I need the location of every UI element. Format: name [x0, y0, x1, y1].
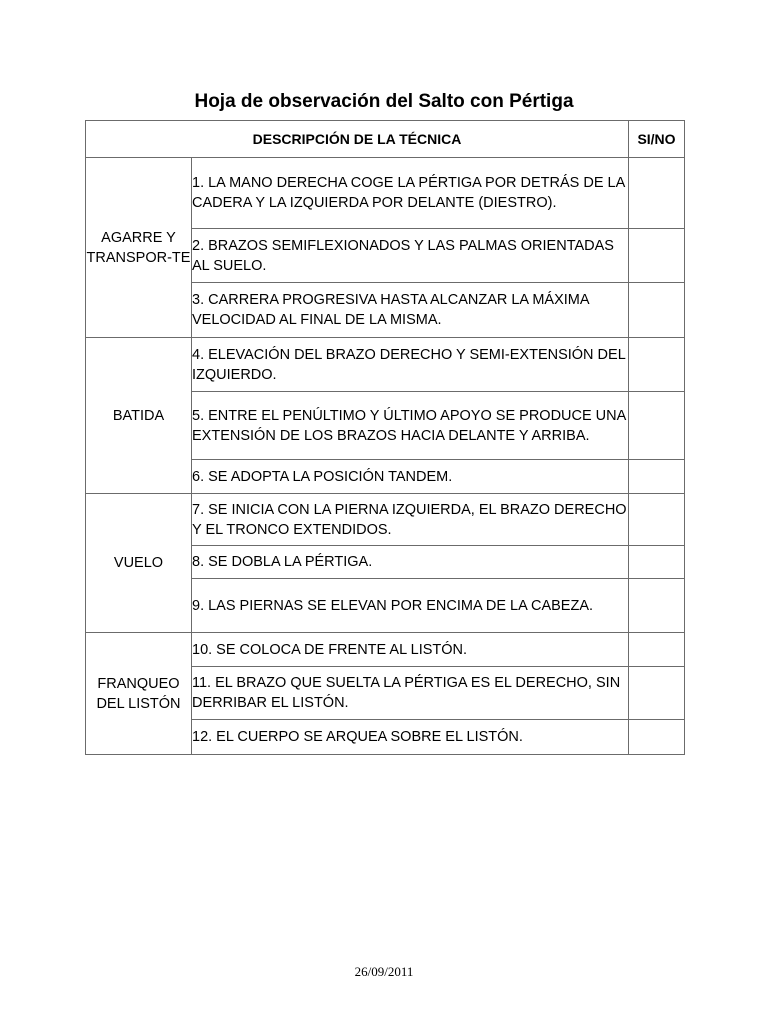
item-11-description: 11. EL BRAZO QUE SUELTA LA PÉRTIGA ES EL DERECHO, SIN DERRIBAR EL LISTÓN. — [192, 667, 629, 720]
table-row — [86, 633, 685, 667]
item-3-description: 3. CARRERA PROGRESIVA HASTA ALCANZAR LA MÁXIMA VELOCIDAD AL FINAL DE LA MISMA. — [192, 283, 629, 338]
phase-cell-batida: BATIDA — [86, 338, 192, 494]
item-6-description: 6. SE ADOPTA LA POSICIÓN TANDEM. — [192, 460, 629, 494]
item-10-description: 10. SE COLOCA DE FRENTE AL LISTÓN. — [192, 633, 629, 667]
table-row — [86, 158, 685, 229]
table-row — [86, 494, 685, 546]
item-8-check-cell[interactable] — [629, 546, 685, 579]
item-9-check-cell[interactable] — [629, 579, 685, 633]
page-title: Hoja de observación del Salto con Pértiga — [194, 91, 574, 112]
phase-cell-franqueo: FRANQUEO DEL LISTÓN — [86, 633, 192, 755]
item-1-check-cell[interactable] — [629, 158, 685, 229]
phase-cell-vuelo: VUELO — [86, 494, 192, 633]
item-7-check-cell[interactable] — [629, 494, 685, 546]
item-2-description: 2. BRAZOS SEMIFLEXIONADOS Y LAS PALMAS ORIENTADAS AL SUELO. — [192, 229, 629, 283]
item-12-description: 12. EL CUERPO SE ARQUEA SOBRE EL LISTÓN. — [192, 720, 629, 755]
item-4-description: 4. ELEVACIÓN DEL BRAZO DERECHO Y SEMI-EXTENSIÓN DEL IZQUIERDO. — [192, 338, 629, 392]
table-header-row — [86, 121, 685, 158]
item-1-description: 1. LA MANO DERECHA COGE LA PÉRTIGA POR DETRÁS DE LA CADERA Y LA IZQUIERDA POR DELANTE (DIESTRO). — [192, 158, 629, 229]
item-6-check-cell[interactable] — [629, 460, 685, 494]
item-10-check-cell[interactable] — [629, 633, 685, 667]
item-5-description: 5. ENTRE EL PENÚLTIMO Y ÚLTIMO APOYO SE PRODUCE UNA EXTENSIÓN DE LOS BRAZOS HACIA DELANTE Y ARRIBA. — [192, 392, 629, 460]
item-7-description: 7. SE INICIA CON LA PIERNA IZQUIERDA, EL BRAZO DERECHO Y EL TRONCO EXTENDIDOS. — [192, 494, 629, 546]
item-11-check-cell[interactable] — [629, 667, 685, 720]
phase-cell-agarre: AGARRE Y TRANSPOR-TE — [86, 158, 192, 338]
table-row — [86, 338, 685, 392]
header-description: DESCRIPCIÓN DE LA TÉCNICA — [86, 121, 629, 158]
item-9-description: 9. LAS PIERNAS SE ELEVAN POR ENCIMA DE LA CABEZA. — [192, 579, 629, 633]
item-12-check-cell[interactable] — [629, 720, 685, 755]
item-3-check-cell[interactable] — [629, 283, 685, 338]
item-4-check-cell[interactable] — [629, 338, 685, 392]
item-8-description: 8. SE DOBLA LA PÉRTIGA. — [192, 546, 629, 579]
footer-date: 26/09/2011 — [354, 964, 414, 979]
item-2-check-cell[interactable] — [629, 229, 685, 283]
item-5-check-cell[interactable] — [629, 392, 685, 460]
header-si-no: SI/NO — [629, 121, 685, 158]
observation-table — [85, 120, 685, 755]
